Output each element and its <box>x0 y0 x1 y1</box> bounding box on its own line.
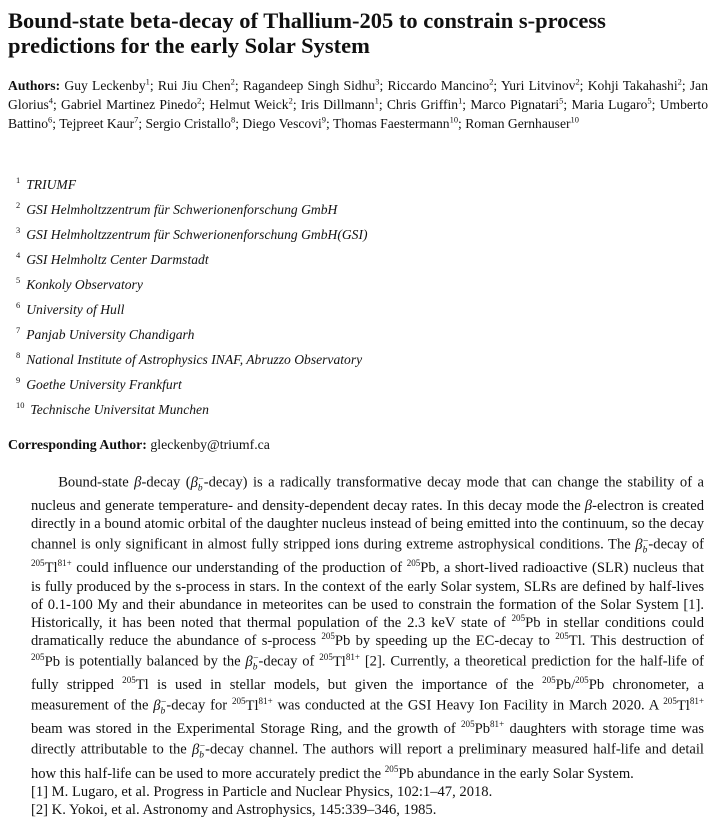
author-affiliation-marker: 2 <box>575 76 580 87</box>
affiliation-number: 8 <box>16 350 21 361</box>
affiliation-number: 6 <box>16 300 21 311</box>
author-affiliation-marker: 2 <box>197 95 202 106</box>
affiliation-name: GSI Helmholtz Center Darmstadt <box>26 252 209 267</box>
authors-body: Guy Leckenby$^1$; Rui Jiu Chen$^2$; Ragandeep Singh Sidhu$^3$; Riccardo Mancino$^2$; Yuri Litvinov$^2$; Kohji Takahashi$^2$; Jan Glorius$^4$; Gabriel Martinez Pinedo$^2$; Helmut Weick$^2$; Iris Dillmann$^1$; Chris Griffin$^1$; Marco Pignatari$^5$; Maria Lugaro$^5$; Umberto Battino$^6$; Tejpreet Kaur$^7$; Sergio Cristallo$^8$; Diego Vescovi$^9$; Thomas Faestermann$^{10}$; Roman Gernhauser$^{10}$ <box>8 76 709 131</box>
beta-b-minus-symbol: $\beta_b^-$ <box>245 653 259 672</box>
affiliation-number: 7 <box>16 325 21 336</box>
affiliation-item <box>16 326 616 351</box>
paper-title: Bound-state beta-decay of Thallium-205 to constrain s-process predictions for the early Solar System <box>8 8 606 58</box>
nuclide-tl205-81plus: $^{205}Tl^{81+}$ <box>663 696 704 714</box>
affiliation-name: Panjab University Chandigarh <box>26 327 195 342</box>
nuclide-tl205: $^{205}$Tl <box>122 675 149 694</box>
author-name: Sergio Cristallo <box>145 116 231 131</box>
affiliation-name: University of Hull <box>26 302 125 317</box>
affiliation-number: 5 <box>16 275 21 286</box>
author-affiliation-marker: 8 <box>230 114 236 125</box>
affiliation-number: 4 <box>16 250 21 261</box>
affiliation-name: GSI Helmholtzzentrum für Schwerionenforschung GmbH(GSI) <box>26 227 368 242</box>
nuclide-tl205-81plus: $^{205}Tl^{81+}$ <box>319 651 360 670</box>
author-name: Jan Glorius <box>8 78 708 112</box>
author-name: Thomas Faestermann <box>332 116 450 131</box>
author-name: Gabriel Martinez Pinedo <box>61 97 198 112</box>
author-affiliation-marker: 10 <box>449 114 459 125</box>
affiliation-name: National Institute of Astrophysics INAF, Abruzzo Observatory <box>26 352 363 367</box>
abstract <box>31 471 704 819</box>
author-name: Rui Jiu Chen <box>157 78 231 93</box>
author-name: Kohji Takahashi <box>587 78 678 93</box>
authors-label: Authors: <box>8 78 61 93</box>
reference-2: [2] K. Yokoi, et al. Astronomy and Astrophysics, 145:339–346, 1985. <box>31 801 437 818</box>
author-affiliation-marker: 1 <box>458 95 463 106</box>
author-name: Umberto Battino <box>8 97 709 131</box>
author-affiliation-marker: 10 <box>570 114 579 125</box>
nuclide-pb205-pb205-ratio: $^{205}$Pb/$^{205}$Pb <box>542 675 605 694</box>
author-name: Maria Lugaro <box>571 97 648 112</box>
affiliation-item <box>16 201 616 226</box>
affiliation-name: GSI Helmholtzzentrum für Schwerionenforschung GmbH <box>26 202 338 217</box>
reference-1: [1] M. Lugaro, et al. Progress in Particle and Nuclear Physics, 102:1–47, 2018. <box>31 783 493 800</box>
affiliation-number: 10 <box>16 400 25 411</box>
beta-b-minus-symbol: $\beta_b^-$ <box>191 742 206 761</box>
author-affiliation-marker: 9 <box>321 114 327 125</box>
abstract-paragraph: Bound-state β-decay $(\beta_b^--decay)$ is a radically transformative decay mode that can change the stability of a nucleus and generate temperature- and density-dependent decay rates. In this decay mode the β-electron is created directly in a bound atomic orbital of the daughter nucleus instead of being emitted into the continuum, so the decay channel is only significant in almost fully stripped ions during extreme astrophysical conditions. The $\beta_b^-$-decay of $^{205}Tl^{81+}$ could influence our understanding of the production of $^{205}$Pb, a short-lived radioactive (SLR) nucleus that is fully produced by the s-process in stars. In the context of the early Solar system, SLRs are defined by half-lives of 0.1-100 My and their abundance in meteorites can be used to constrain the formation of the Solar System [1]. Historically, it has been noted that thermal population of the 2.3 keV state of $^{205}$Pb in stellar conditions could dramatically reduce the abundance of s-process $^{205}$Pb by speeding up the EC-decay to $^{205}$Tl. This destruction of $^{205}$Pb is potentially balanced by the $\beta_b^-$-decay of $^{205}Tl^{81+}$ [2]. Currently, a theoretical prediction for the half-life of fully stripped $^{205}$Tl is used in stellar models, but given the importance of the $^{205}$Pb/$^{205}$Pb chronometer, a measurement of the $\beta_b^-$-decay for $^{205}Tl^{81+}$ was conducted at the GSI Heavy Ion Facility in March 2020. A $^{205}Tl^{81+}$ beam was stored in the Experimental Storage Ring, and the growth of $^{205}Pb^{81+}$ daughters with storage time was directly attributable to the $\beta_b^-$-decay channel. The authors will report a preliminary measured half-life and detail how this half-life can be used to more accurately predict the $^{205}$Pb abundance in the early Solar System. <box>31 474 704 782</box>
affiliation-item <box>16 301 616 326</box>
nuclide-tl205: $^{205}$Tl <box>555 630 582 649</box>
affiliation-name: Technische Universitat Munchen <box>30 402 209 417</box>
author-name: Helmut Weick <box>209 97 289 112</box>
author-name: Ragandeep Singh Sidhu <box>242 78 376 93</box>
affiliation-item <box>16 251 616 276</box>
affiliation-item <box>16 176 616 201</box>
author-name: Roman Gernhauser <box>465 116 571 131</box>
affiliation-name: Konkoly Observatory <box>26 277 143 292</box>
author-affiliation-marker: 3 <box>375 76 380 87</box>
corresponding-author <box>8 436 708 454</box>
author-name: Diego Vescovi <box>242 116 322 131</box>
author-name: Yuri Litvinov <box>500 78 576 93</box>
author-affiliation-marker: 6 <box>48 114 53 125</box>
author-affiliation-marker: 2 <box>677 76 682 87</box>
corresponding-email[interactable]: gleckenby@triumf.ca <box>150 437 270 452</box>
affiliation-item <box>16 351 616 376</box>
author-affiliation-marker: 2 <box>288 95 293 106</box>
author-name: Marco Pignatari <box>470 97 560 112</box>
author-affiliation-marker: 5 <box>559 95 564 106</box>
author-name: Riccardo Mancino <box>387 78 490 93</box>
affiliation-list <box>16 176 616 426</box>
author-name: Chris Griffin <box>386 97 459 112</box>
nuclide-tl205-81plus: $^{205}Tl^{81+}$ <box>231 696 273 714</box>
affiliation-number: 3 <box>16 225 21 236</box>
nuclide-pb205: $^{205}$Pb <box>511 612 541 631</box>
author-name: Iris Dillmann <box>300 97 375 112</box>
corresponding-label: Corresponding Author: <box>8 437 147 452</box>
beta-b-minus-symbol: $\beta_b^-$ <box>190 474 204 494</box>
affiliation-name: TRIUMF <box>26 177 77 192</box>
nuclide-pb205: $^{205}$Pb <box>321 630 351 649</box>
author-affiliation-marker: 2 <box>489 76 494 87</box>
affiliation-name: Goethe University Frankfurt <box>26 377 182 392</box>
affiliation-number: 9 <box>16 375 21 386</box>
beta-b-minus-symbol: $\beta_b^-$ <box>153 697 167 717</box>
affiliation-item <box>16 226 616 251</box>
nuclide-pb205: $^{205}$Pb <box>406 558 436 577</box>
nuclide-pb205: $^{205}$Pb <box>31 651 60 670</box>
nuclide-tl205-81plus: $^{205}Tl^{81+}$ <box>31 558 72 577</box>
affiliation-item <box>16 401 616 426</box>
author-affiliation-marker: 7 <box>134 114 139 125</box>
author-affiliation-marker: 4 <box>48 95 53 106</box>
author-affiliation-marker: 1 <box>374 95 379 106</box>
author-affiliation-marker: 1 <box>145 76 150 87</box>
affiliation-item <box>16 376 616 401</box>
author-affiliation-marker: 5 <box>647 95 652 106</box>
nuclide-pb205: $^{205}$Pb <box>384 763 414 782</box>
affiliation-number: 2 <box>16 200 21 211</box>
nuclide-pb205-81plus: $^{205}Pb^{81+}$ <box>461 719 505 738</box>
affiliation-item <box>16 276 616 301</box>
author-name: Tejpreet Kaur <box>59 116 135 131</box>
beta-b-minus-symbol: $\beta_b^-$ <box>635 537 649 556</box>
affiliation-number: 1 <box>16 175 21 186</box>
author-name: Guy Leckenby <box>64 78 146 93</box>
author-affiliation-marker: 2 <box>230 76 235 87</box>
author-list <box>8 76 708 133</box>
